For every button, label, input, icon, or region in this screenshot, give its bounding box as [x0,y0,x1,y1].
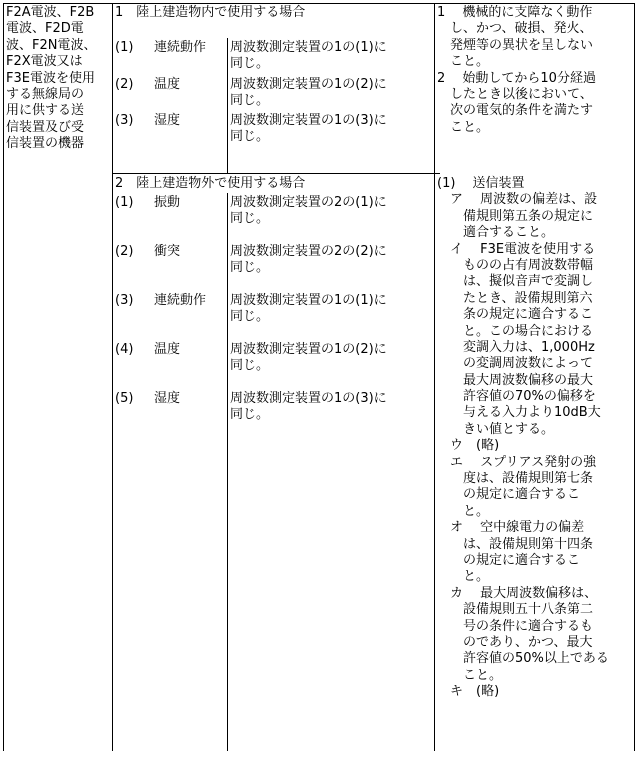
reference-line: 同じ。 [230,358,270,374]
subject-line: 電波、F2D電 [6,21,84,37]
table-left-border [3,3,4,751]
subject-line: 信装置の機器 [6,136,85,152]
column-divider-3 [434,3,435,751]
subcolumn-divider-bottom [227,193,228,751]
subject-line: 用に供する送 [6,103,85,119]
conditions-transmitter [437,176,609,701]
item-number: (5) [115,391,134,406]
subject-line: F2A電波、F2B [6,5,95,20]
reference-line: 同じ。 [230,309,270,325]
reference-line: 周波数測定装置の1の(2)に [230,77,387,92]
reference-line: 同じ。 [230,129,270,145]
condition-line: と。 [437,569,490,585]
reference-line: 周波数測定装置の1の(3)に [230,113,387,128]
item-label: 温度 [154,342,181,357]
condition-line: のであり、かつ、最大 [437,634,593,650]
condition-line: 次の電気的条件を満たす [437,103,594,119]
condition-line: 与える入力より10dB大 [437,405,601,421]
reference-line: 同じ。 [230,56,270,72]
condition-line: きい値とする。 [437,421,555,437]
condition-line: 変調入力は、1,000Hz [437,339,595,355]
condition-line: は、擬似音声で変調し [437,274,594,290]
condition-line: こと。 [437,54,490,70]
item-reference [230,293,387,326]
condition-line: エ スプリアス発射の強 [437,454,597,470]
reference-line: 同じ。 [230,407,270,423]
item-number: (1) [115,40,134,55]
condition-line: たとき、設備規則第六 [437,290,593,306]
reference-line: 同じ。 [230,260,270,276]
subject-line: 波、F2N電波、 [6,37,97,53]
item-reference [230,244,387,277]
item-label: 湿度 [154,391,181,406]
condition-line: 2 始動してから10分経過 [437,70,596,86]
item-number: (3) [115,293,134,308]
section2-heading: 2 陸上建造物外で使用する場合 [115,176,306,191]
subject-cell [6,5,96,153]
condition-line: は、設備規則第十四条 [437,536,594,552]
item-reference [230,195,387,228]
reference-line: 周波数測定装置の2の(1)に [230,195,387,210]
item-number: (3) [115,113,134,128]
reference-line: 周波数測定装置の1の(1)に [230,40,387,55]
conditions-divider [434,173,440,174]
subject-line: 信装置及び受 [6,119,85,135]
conditions-general [437,5,596,136]
condition-line: 度は、設備規則第七条 [437,471,594,487]
item-reference [230,391,387,424]
reference-line: 同じ。 [230,211,270,227]
condition-line: こと。 [437,119,490,135]
condition-line: イ F3E電波を使用する [437,241,596,257]
item-reference [230,40,387,73]
table-right-border [634,3,635,751]
condition-line: の規定に適合するこ [437,552,581,568]
condition-line: と。この場合における [437,323,594,339]
condition-line: 号の条件に適合するも [437,618,594,634]
condition-line: 適合すること。 [437,225,555,241]
item-number: (4) [115,342,134,357]
column-divider-1 [112,3,113,751]
reference-line: 周波数測定装置の1の(2)に [230,342,387,357]
condition-line: 最大周波数偏移の最大 [437,372,594,388]
condition-line: 1 機械的に支障なく動作 [437,5,593,20]
condition-line: カ 最大周波数偏移は、 [437,585,598,601]
condition-line: ウ (略) [437,438,500,454]
subject-line: する無線局の [6,86,85,102]
condition-line: ア 周波数の偏差は、設 [437,192,598,208]
subject-line: F3E電波を使用 [6,70,95,86]
condition-line: 条の規定に適合するこ [437,307,594,323]
condition-line: 備規則第五条の規定に [437,208,594,224]
item-label: 温度 [154,77,181,92]
section1-heading: 1 陸上建造物内で使用する場合 [115,5,306,20]
condition-line: の変調周波数によって [437,356,594,372]
item-label: 連続動作 [154,293,207,308]
condition-line: こと。 [437,667,503,683]
item-reference [230,77,387,110]
table-top-border [3,3,635,4]
subject-line: F2X電波又は [6,54,83,70]
reference-line: 同じ。 [230,93,270,109]
item-reference [230,113,387,146]
subcolumn-divider-top [227,38,228,173]
condition-line: キ (略) [437,684,500,700]
condition-line: ものの占有周波数帯幅 [437,257,594,273]
condition-line: 許容値の70%の偏移を [437,389,596,405]
item-reference [230,342,387,375]
condition-line: と。 [437,503,490,519]
item-label: 振動 [154,195,181,210]
reference-line: 周波数測定装置の1の(3)に [230,391,387,406]
condition-line: したとき以後において、 [437,86,593,102]
condition-line: 発煙等の異状を呈しない [437,37,594,53]
condition-line: 許容値の50%以上である [437,651,609,667]
condition-line: 設備規則五十八条第二 [437,602,594,618]
condition-line: (1) 送信装置 [437,176,525,191]
item-label: 衝突 [154,244,181,259]
reference-line: 周波数測定装置の2の(2)に [230,244,387,259]
item-number: (2) [115,244,134,259]
item-number: (2) [115,77,134,92]
item-number: (1) [115,195,134,210]
section-divider [112,173,434,174]
item-label: 湿度 [154,113,181,128]
item-label: 連続動作 [154,40,207,55]
condition-line: の規定に適合するこ [437,487,581,503]
condition-line: し、かつ、破損、発火、 [437,21,593,37]
reference-line: 周波数測定装置の1の(1)に [230,293,387,308]
condition-line: オ 空中線電力の偏差 [437,520,585,536]
